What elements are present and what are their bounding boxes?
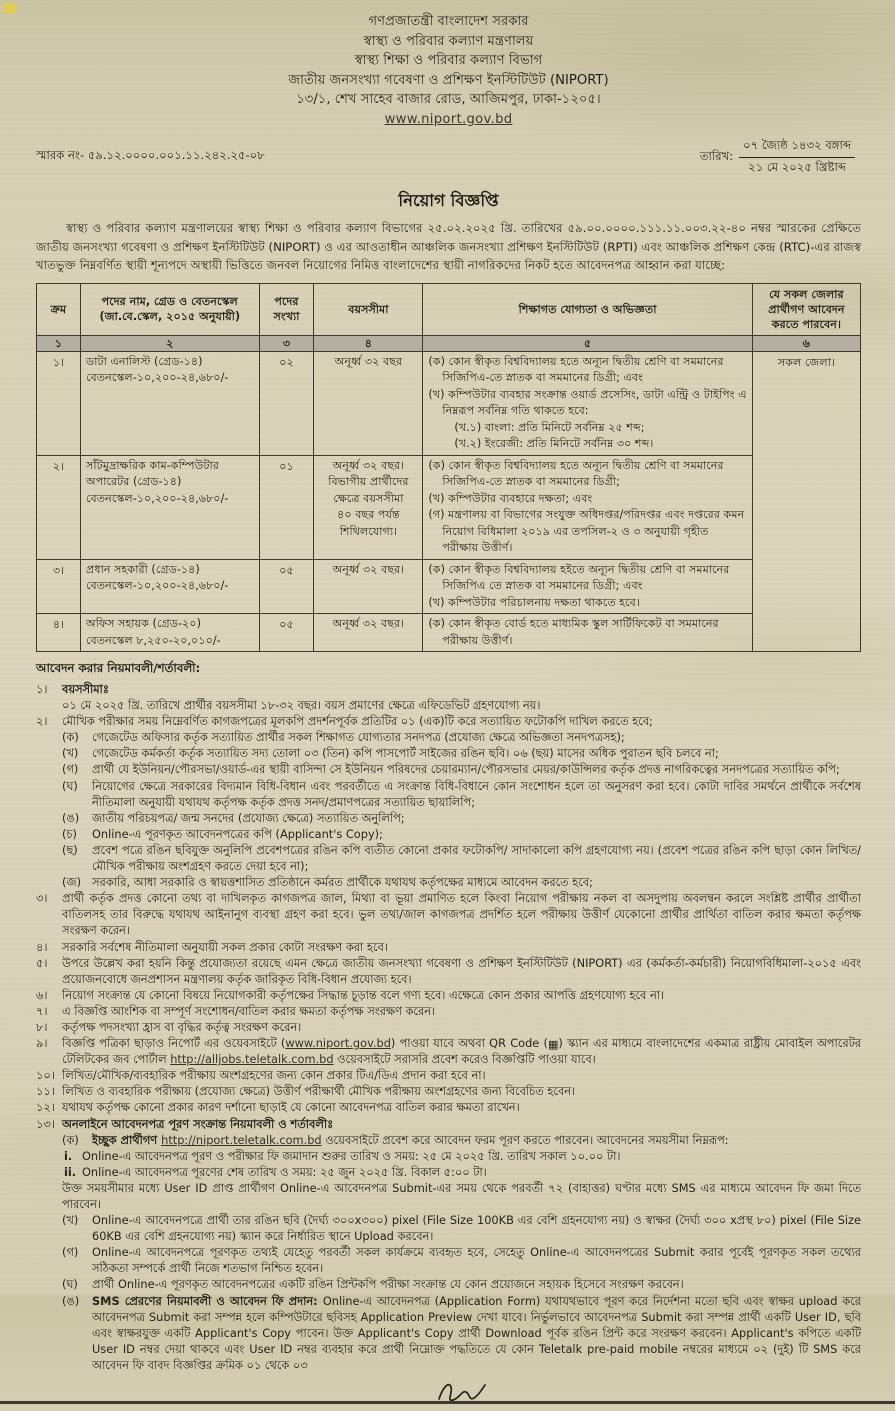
date-values	[739, 137, 855, 178]
age-cell	[314, 614, 423, 652]
post-cell	[81, 614, 260, 652]
rule-line	[36, 729, 861, 745]
rule-number: ৯।	[36, 1036, 48, 1051]
age-line: অনূর্ধ্ব ৩২ বছর।	[332, 562, 405, 576]
col-header-district: যে সকল জেলার প্রার্থীগণ আবেদন করতে পারবেন।	[752, 283, 860, 335]
date-bangla-calendar: ০৭ জ্যৈষ্ঠ ১৪৩২ বঙ্গাব্দ	[739, 137, 855, 158]
rule-line	[36, 1164, 861, 1180]
col-header-qualification: শিক্ষাগত যোগ্যতা ও অভিজ্ঞতা	[423, 283, 752, 335]
rule-sublabel: (গ)	[62, 1245, 79, 1260]
vacancy-cell: ০৫	[259, 614, 314, 652]
qualification-line: (ক) কোন স্বীকৃত বিশ্ববিদ্যালয় হতে অন্যূন দ্বিতীয় শ্রেণি বা সমমানের সিজিপিএ-তে স্নাতক বা সমমানের ডিগ্রী; এবং	[428, 354, 724, 384]
rule-number: ১৩।	[36, 1116, 55, 1131]
rule-line	[36, 826, 861, 842]
col-header-vacancies: পদের সংখ্যা	[259, 283, 314, 335]
rule-text: সরকারি সর্বশেষ নীতিমালা অনুযায়ী সকল প্রকার কোটা সংরক্ষণ করা হবে।	[62, 939, 388, 954]
col-header-serial: ক্রম	[37, 283, 81, 335]
date-block	[700, 137, 855, 178]
vacancy-cell: ০১	[259, 455, 314, 559]
rule-line	[36, 810, 861, 826]
qualification-line: (ক) কোন স্বীকৃত বোর্ড হতে মাধ্যমিক স্কুল সার্টিফিকেট বা সমমানের পরীক্ষায় উত্তীর্ণ।	[428, 617, 719, 647]
rule-text: গেজেটেড অফিসার কর্তৃক সত্যায়িত প্রার্থীর সকল শিক্ষাগত যোগ্যতার সনদপত্র (প্রযোজ্য ক্ষেত্রে অভিজ্ঞতা সনদপত্রসহ);	[92, 730, 625, 745]
col-index-1: ১	[37, 335, 81, 351]
post-line: সাঁটমুদ্রাক্ষরিক কাম-কম্পিউটার অপারেটর (গ্রেড-১৪)	[86, 458, 219, 488]
post-line: বেতনস্কেল-১০,২০০-২৪,৬৮০/-	[86, 579, 229, 592]
qualification-cell	[423, 614, 752, 652]
inline-url-text: www.niport.gov.bd	[285, 1036, 391, 1051]
qualification-line: (ক) কোন স্বীকৃত বিশ্ববিদ্যালয় হতে অন্যূন দ্বিতীয় শ্রেণি বা সমমানের সিজিপিএ-তে স্নাতক বা সমমানের ডিগ্রী;	[428, 458, 724, 488]
age-line: শিথিলযোগ্য।	[339, 524, 398, 538]
rule-text: প্রবেশ পত্রে রঙিন ছবিযুক্ত অনুলিপি প্রবেশপত্রের রঙিন কপি ব্যতীত কোনো প্রকার ফটোকপি/ সাদাকালো কপি গ্রহণযোগ্য নয়। (প্রবেশ পত্রের রঙিন কপি ছাড়া কোন লিখিত/মৌখিক পরীক্ষায় অংশগ্রহণ করতে দেয়া হবে না);	[92, 842, 861, 874]
col-index-5: ৫	[423, 335, 752, 351]
website-link: www.niport.gov.bd	[384, 111, 513, 127]
serial-cell: ৪।	[37, 614, 81, 652]
rule-text: সরকারি, আধা সরকারি ও স্বায়ত্তশাসিত প্রতিষ্ঠানে কর্মরত প্রার্থীকে যথাযথ কর্তৃপক্ষের মাধ্যমে আবেদন করতে হবে;	[92, 875, 593, 890]
rule-line	[36, 1019, 861, 1035]
memo-number: স্মারক নং- ৫৯.১২.০০০০.০০১.১১.২৪২.২৫-০৮	[36, 148, 265, 162]
emphasized-text: SMS প্রেরণের নিয়মাবলী ও আবেদন ফি প্রদান:	[92, 1293, 323, 1308]
rule-number: ৭।	[36, 1003, 48, 1018]
rule-line	[36, 842, 861, 874]
inline-url-text: http://alljobs.teletalk.com.bd	[170, 1052, 334, 1067]
table-row	[37, 614, 861, 652]
rule-sublabel: (খ)	[62, 746, 79, 761]
emphasized-text: বয়সসীমাঃ	[62, 682, 109, 696]
qualification-cell	[423, 351, 752, 455]
rule-number: ৫।	[36, 955, 48, 970]
rule-text: Online-এ আবেদনপত্র পূরণ ও পরীক্ষার ফি জমাদান শুরুর তারিখ ও সময়: ২৫ মে ২০২৫ খ্রি. তারিখ সকাল ১০.০০ টা।	[82, 1148, 621, 1163]
institute-address: ১৩/১, শেখ সাহেব বাজার রোড, আজিমপুর, ঢাকা-১২০৫।	[296, 92, 601, 107]
post-cell	[81, 559, 260, 614]
rule-line	[36, 697, 861, 713]
rules-section-title: আবেদন করার নিয়মাবলী/শর্তাবলী:	[36, 661, 201, 675]
age-line: অনূর্ধ্ব ৩২ বছর	[334, 354, 403, 368]
col-header-post: পদের নাম, গ্রেড ও বেতনস্কেল (জা.বে.স্কেল, ২০১৫ অনুযায়ী)	[81, 283, 260, 335]
qualification-line: (খ) কম্পিউটার ব্যবহার সংক্রান্ত ওয়ার্ড প্রসেসিং, ডাটা এন্ট্রি ও টাইপিং এ নিম্নরূপ সর্বনিম্ন গতি থাকতে হবে:	[428, 387, 747, 417]
rule-text: এ বিজ্ঞপ্তি আংশিক বা সম্পূর্ণ সংশোধন/বাতিল করার ক্ষমতা কর্তৃপক্ষ সংরক্ষণ করেন।	[62, 1003, 436, 1018]
rule-number: ১।	[36, 682, 48, 696]
post-line: অফিস সহায়ক (গ্রেড-২০)	[86, 617, 201, 630]
serial-cell: ১।	[37, 351, 81, 455]
rule-line	[36, 874, 861, 890]
date-label: তারিখ:	[699, 149, 734, 163]
division-name: স্বাস্থ্য শিক্ষা ও পরিবার কল্যাণ বিভাগ	[354, 53, 543, 68]
rule-text: SMS প্রেরণের নিয়মাবলী ও আবেদন ফি প্রদান: Online-এ আবেদনপত্র (Application Form) যথাযথভাবে পূরণ করে নির্দেশনা মতো ছবি এবং স্বাক্ষর upload করে আবেদনপত্র Submit করা সম্পন্ন হলে কম্পিউটারে ছবিসহ Application Preview দেখা যাবে। নির্ভুলভাবে আবেদনপত্র Submit করা সম্পন্ন প্রার্থী একটি User ID, ছবি এবং স্বাক্ষরযুক্ত একটি Applicant's Copy পাবেন। উক্ত Applicant's Copy প্রার্থী Download পূর্বক রঙিন প্রিন্ট করে সংরক্ষণ করবেন। Applicant's কপিতে একটি User ID নম্বর দেয়া থাকবে এবং User ID নম্বর ব্যবহার করে প্রার্থী নিম্নোক্ত পদ্ধতিতে যে কোন Teletalk pre-paid mobile নম্বরের মাধ্যমে ০২ (দুই) টি SMS করে আবেদন ফি বাবদ বিজ্ঞপ্তির ক্রমিক ০১ থেকে ০৩	[92, 1293, 862, 1372]
qualification-cell	[423, 455, 752, 559]
post-line: বেতনস্কেল ৮,২৫০-২০,০১০/-	[86, 633, 221, 647]
rule-text: নিয়োগের ক্ষেত্রে সরকারের বিদ্যমান বিধি-বিধান এবং পরবর্তীতে এ সংক্রান্ত বিধি-বিধানে কোন সংশোধন হলে তা অনুসরণ করা হবে। কোটা দাবির সমর্থনে প্রার্থীকে সর্বশেষ নীতিমালা অনুযায়ী যথাযথ কর্তৃপক্ষ কর্তৃক প্রদত্ত সনদ/প্রমাণপত্রের সত্যায়িত ছায়ালিপি;	[92, 778, 861, 809]
table-header-row	[37, 283, 861, 335]
rule-line	[36, 745, 861, 761]
rule-text: প্রার্থী Online-এ পূরণকৃত আবেদনপত্রের একটি রঙিন প্রিন্টকপি পরীক্ষা সংক্রান্ত যে কোন প্রয়োজনে সহায়ক হিসেবে সংরক্ষণ করবেন।	[92, 1277, 684, 1292]
post-line: বেতনস্কেল-১০,২০০-২৪,৬৮০/-	[86, 491, 229, 505]
rule-text: Online-এ পূরণকৃত আবেদনপত্রের কপি (Applicant's Copy);	[92, 826, 383, 841]
qualification-line: (খ) কম্পিউটার ব্যবহারে দক্ষতা; এবং	[428, 491, 593, 505]
rule-sublabel: (ঘ)	[62, 1277, 78, 1292]
rule-line	[36, 1067, 861, 1083]
rule-line	[36, 987, 861, 1003]
qualification-cell	[423, 559, 752, 614]
memo-date-row	[36, 137, 861, 178]
rule-text: যথাযথ কর্তৃপক্ষ কোনো প্রকার কারণ দর্শানো ছাড়াই যে কোনো আবেদনপত্র বাতিল করার ক্ষমতা রাখেন।	[62, 1100, 520, 1115]
ministry-name: স্বাস্থ্য ও পরিবার কল্যাণ মন্ত্রণালয়	[363, 33, 534, 49]
rule-sublabel: (ঘ)	[62, 778, 78, 793]
scan-artifact-icon	[3, 3, 16, 14]
rule-sublabel: (গ)	[62, 762, 79, 777]
age-line: ক্ষেত্রে বয়সসীমা	[333, 491, 404, 505]
rule-line	[36, 1244, 861, 1276]
rule-text: নিয়োগ সংক্রান্ত যে কোনো বিষয়ে নিয়োগকারী কর্তৃপক্ষের সিদ্ধান্ত চূড়ান্ত বলে গণ্য হবে। এক্ষেত্রে কোন প্রকার আপত্তি গ্রহণযোগ্য হবে না।	[62, 987, 665, 1002]
letterhead	[36, 12, 861, 129]
rule-text: Online-এ আবেদনপত্রে প্রার্থী তার রঙিন ছবি (দৈর্ঘ্য ৩০০x৩০০) pixel (File Size 100KB এর বেশি গ্রহনযোগ্য নয়) ও স্বাক্ষর (দৈর্ঘ্য ৩০০ xপ্রস্থ ৮০) pixel (File Size 60KB এর বেশি গ্রহনযোগ্য নয়) স্ক্যান করে নির্ধারিত স্থানে Upload করবেন।	[92, 1213, 861, 1244]
rule-line	[36, 1180, 861, 1212]
rule-text: জাতীয় পরিচয়পত্র/ জন্ম সনদের (প্রযোজ্য ক্ষেত্রে) সত্যায়িত অনুলিপি;	[92, 810, 405, 825]
vacancy-cell: ০২	[259, 351, 314, 455]
rule-sublabel: i.	[64, 1148, 73, 1163]
table-row	[37, 351, 861, 455]
rule-text: বিজ্ঞপ্তি পত্রিকা ছাড়াও নিপোর্ট এর ওয়েবসাইটে (www.niport.gov.bd) পাওয়া যাবে অথবা QR Code (▦) স্ক্যান এর মাধ্যমে বাংলাদেশের একমাত্র রাষ্ট্রীয় মোবাইল অপারেটর টেলিটকের জব পোর্টাল http://alljobs.teletalk.com.bd ওয়েবসাইটে সরাসরি প্রবেশ করেও বিজ্ঞপ্তিটি পাওয়া যাবে।	[62, 1036, 861, 1067]
page-bottom-edge	[0, 1401, 895, 1404]
rule-number: ১১।	[36, 1084, 55, 1099]
qualification-line: (খ.১) বাংলা: প্রতি মিনিটে সর্বনিম্ন ২৫ শব্দ;	[454, 420, 645, 434]
age-line: অনূর্ধ্ব ৩২ বছর।	[332, 458, 405, 472]
post-line: প্রধান সহকারী (গ্রেড-১৪)	[86, 562, 200, 576]
rule-text: উপরে উল্লেখ করা হয়নি কিন্তু প্রযোজ্যতা রয়েছে এমন ক্ষেত্রে জাতীয় জনসংখ্যা গবেষণা ও প্রশিক্ষণ ইনস্টিটিউট (NIPORT) এর (কর্মকর্তা-কর্মচারী) নিয়োগবিধিমালা-২০১৫ এবং প্রয়োজনবোধে জনপ্রশাসন মন্ত্রণালয় কর্তৃক জারিকৃত বিধি-বিধান প্রযোজ্য হবে।	[62, 955, 861, 986]
age-cell	[314, 455, 423, 559]
institute-name: জাতীয় জনসংখ্যা গবেষণা ও প্রশিক্ষণ ইনস্টিটিউট (NIPORT)	[288, 72, 609, 88]
rule-number: ৮।	[36, 1019, 48, 1034]
rule-number: ২।	[36, 714, 48, 729]
posts-table-body	[37, 351, 861, 652]
rule-sublabel: (ক)	[62, 1132, 79, 1147]
post-line: ডাটা এনালিস্ট (গ্রেড-১৪)	[86, 354, 203, 368]
rule-line	[36, 1003, 861, 1019]
rule-sublabel: (ক)	[62, 730, 79, 745]
qr-code-icon: ▦	[547, 1038, 559, 1052]
rule-line	[36, 761, 861, 777]
rule-line	[36, 1276, 861, 1292]
rule-text: গেজেটেড কর্মকর্তা কর্তৃক সত্যায়িত সদ্য তোলা ০৩ (তিন) কপি পাসপোর্ট সাইজের রঙিন ছবি। ০৬ (ছয়) মাসের অধিক পুরাতন ছবি চলবে না;	[92, 746, 719, 761]
emphasized-text: ইচ্ছুক প্রার্থীগণ	[92, 1132, 162, 1147]
rule-line	[36, 713, 861, 729]
vacancy-cell: ০৫	[259, 559, 314, 614]
post-line: বেতনস্কেল-১০,২০০-২৪,৬৮০/-	[86, 371, 229, 384]
rule-text: ০১ মে ২০২৫ খ্রি. তারিখে প্রার্থীর বয়সসীমা ১৮-৩২ বছর। বয়স প্রমাণের ক্ষেত্রে এফিডেভিট গ্রহণযোগ্য নয়।	[62, 698, 541, 713]
qualification-line: (ক) কোন স্বীকৃত বিশ্ববিদ্যালয় হইতে অন্যূন দ্বিতীয় শ্রেণি বা সমমানের সিজিপিএ তে স্নাতক বা সমমানের ডিগ্রী; এবং	[428, 562, 730, 592]
rule-line	[36, 1099, 861, 1115]
col-index-2: ২	[81, 335, 260, 351]
posts-table	[36, 283, 861, 653]
rule-text: Online-এ আবেদনপত্রে পূরণকৃত তথ্যই যেহেতু পরবর্তী সকল কার্যক্রমে ব্যবহৃত হবে, সেহেতু Online-এ আবেদনপত্রের Submit করার পূর্বেই পূরণকৃত সকল তথ্যের সঠিকতা সম্পর্কে প্রার্থী নিজে শতভাগ নিশ্চিত হবেন।	[92, 1245, 861, 1276]
page-title: নিয়োগ বিজ্ঞপ্তি	[398, 191, 499, 210]
rule-sublabel: (ঙ)	[62, 1293, 80, 1308]
post-cell	[81, 351, 260, 455]
rule-line	[36, 1132, 861, 1148]
rule-line	[36, 1035, 861, 1067]
col-index-3: ৩	[259, 335, 314, 351]
rule-sublabel: (ঙ)	[62, 810, 80, 825]
age-line: ৪০ বছর পর্যন্ত	[337, 508, 400, 521]
rule-line	[36, 1148, 861, 1164]
rule-line	[36, 1293, 861, 1373]
district-cell: সকল জেলা।	[752, 351, 860, 652]
qualification-line: (খ) কম্পিউটার পরিচালনায় দক্ষতা থাকতে হবে।	[428, 595, 640, 609]
rule-line	[36, 1116, 861, 1132]
rule-sublabel: (জ)	[62, 875, 82, 890]
column-index-row	[37, 335, 861, 351]
rule-number: ৪।	[36, 939, 48, 954]
date-gregorian-calendar: ২১ মে ২০২৫ খ্রিষ্টাব্দ	[748, 160, 846, 174]
rule-line	[36, 1083, 861, 1099]
rule-text: প্রার্থী কর্তৃক প্রদত্ত কোনো তথ্য বা দাখিলকৃত কাগজপত্র জাল, মিথ্যা বা ভূয়া প্রমাণিত হলে কিংবা নিয়োগ পরীক্ষায় নকল বা অসদুপায় অবলম্বন করলে সংশ্লিষ্ট প্রার্থীর প্রার্থীতা বাতিলসহ তার বিরুদ্ধে যথাযথ আইনানুগ ব্যবস্থা গ্রহণ করা হবে। ভুল তথ্য/জাল কাগজপত্র প্রদর্শিত হলে পরীক্ষায় উত্তীর্ণ যেকোনো প্রার্থীর প্রার্থিতা বাতিল করার ক্ষমতা কর্তৃপক্ষ সংরক্ষণ করেন।	[62, 891, 861, 938]
rule-line	[36, 681, 861, 697]
intro-paragraph: স্বাস্থ্য ও পরিবার কল্যাণ মন্ত্রণালয়ের স্বাস্থ্য শিক্ষা ও পরিবার কল্যাণ বিভাগের ২৫.০২.২০২৫ খ্রি. তারিখের ৫৯.০০.০০০০.১১১.১১.০০৩.২২-৪০ নম্বর স্মারকের প্রেক্ষিতে জাতীয় জনসংখ্যা গবেষণা ও প্রশিক্ষণ ইনস্টিটিউট (NIPORT) ও এর আওতাধীন আঞ্চলিক জনসংখ্যা প্রশিক্ষণ ইনস্টিটিউট (RPTI) এবং আঞ্চলিক প্রশিক্ষণ কেন্দ্র (RTC)-এর রাজস্ব খাতভুক্ত নিম্নবর্ণিত স্থায়ী শূন্যপদে অস্থায়ী ভিত্তিতে জনবল নিয়োগের নিমিত্ত বাংলাদেশের স্থায়ী নাগরিকদের নিকট হতে আবেদনপত্র আহ্বান করা যাচ্ছে:	[36, 221, 861, 272]
age-cell	[314, 351, 423, 455]
serial-cell: ২।	[37, 455, 81, 559]
rule-text: মৌখিক পরীক্ষার সময় নিম্নেবর্ণিত কাগজপত্রের মূলকপি প্রদর্শনপূর্বক প্রতিটির ০১ (এক)টি করে সত্যায়িত ফটোকপি দাখিল করতে হবে;	[62, 714, 653, 729]
rule-text: প্রার্থী যে ইউনিয়ন/পৌরসভা/ওয়ার্ড-এর স্থায়ী বাসিন্দা সে ইউনিয়ন পরিষদের চেয়ারম্যান/পৌরসভার মেয়র/কাউন্সিলর কর্তৃক প্রদত্ত নাগরিকত্বের সনদপত্রের সত্যায়িত কপি;	[92, 762, 840, 777]
rule-number: ৩।	[36, 891, 48, 906]
col-index-6: ৬	[752, 335, 860, 351]
rule-text: কর্তৃপক্ষ পদসংখ্যা হ্রাস বা বৃদ্ধির কর্তৃত্ব সংরক্ষণ করেন।	[62, 1019, 302, 1034]
emphasized-text: অনলাইনে আবেদনপত্র পূরণ সংক্রান্ত নিয়মাবলী ও শর্তাবলীঃ	[62, 1116, 334, 1131]
qualification-line: (গ) মন্ত্রণালয় বা বিভাগের সংযুক্ত অধিদপ্তর/পরিদপ্তর এবং দপ্তরের কমন নিয়োগ বিধিমালা ২০১৯ এর তপসিল-২ ও ৩ অনুযায়ী গৃহীত পরীক্ষায় উত্তীর্ণ।	[428, 508, 745, 554]
government-name: গণপ্রজাতন্ত্রী বাংলাদেশ সরকার	[368, 14, 529, 29]
inline-url-text: http://niport.teletalk.com.bd	[161, 1132, 322, 1147]
table-row	[37, 559, 861, 614]
rule-text: ইচ্ছুক প্রার্থীগণ http://niport.teletalk.com.bd ওয়েবসাইটে প্রবেশ করে আবেদন ফরম পূরণ করতে পারবেন। আবেদনের সময়সীমা নিম্নরূপ:	[92, 1132, 729, 1147]
rule-sublabel: (ছ)	[62, 842, 78, 857]
rule-text: লিখিত ও ব্যবহারিক পরীক্ষায় (প্রযোজ্য ক্ষেত্রে) উত্তীর্ণ পরীক্ষার্থী মৌখিক পরীক্ষায় অংশগ্রহণের জন্য বিবেচিত হবেন।	[62, 1084, 576, 1099]
rule-sublabel: (খ)	[62, 1213, 79, 1228]
rule-text	[62, 682, 109, 696]
rule-text	[62, 1117, 333, 1131]
post-cell	[81, 455, 260, 559]
table-row	[37, 455, 861, 559]
rule-line	[36, 939, 861, 955]
rule-text: লিখিত/মৌখিক/ব্যবহারিক পরীক্ষায় অংশগ্রহণের জন্য কোন প্রকার টিএ/ডিএ প্রদান করা হবে না।	[62, 1068, 486, 1083]
rule-number: ৬।	[36, 987, 48, 1002]
rule-line	[36, 1212, 861, 1244]
col-index-4: ৪	[314, 335, 423, 351]
rule-sublabel: ii.	[64, 1164, 77, 1179]
rule-text: উক্ত সময়সীমার মধ্যে User ID প্রাপ্ত প্রার্থীগণ Online-এ আবেদনপত্র Submit-এর সময় থেকে পরবর্তী ৭২ (বাহাত্তর) ঘণ্টার মধ্যে SMS এর মাধ্যমে আবেদন ফি জমা দিতে পারবেন।	[62, 1180, 861, 1211]
age-line: বিভাগীয় প্রার্থীদের	[328, 475, 409, 488]
age-line: অনূর্ধ্ব ৩২ বছর।	[332, 617, 405, 630]
rule-line	[36, 955, 861, 987]
rule-text: Online-এ আবেদনপত্র পূরণের শেষ তারিখ ও সময়: ২৫ জুন ২০২৫ খ্রি. বিকাল ৫:০০ টা।	[82, 1164, 487, 1179]
serial-cell: ৩।	[37, 559, 81, 614]
col-header-age: বয়সসীমা	[314, 283, 423, 335]
rules-list	[36, 681, 861, 1373]
qualification-line: (খ.২) ইংরেজী: প্রতি মিনিটে সর্বনিম্ন ৩০ শব্দ।	[454, 437, 654, 450]
rule-line	[36, 778, 861, 810]
rule-sublabel: (চ)	[62, 826, 77, 841]
rule-number: ১২।	[36, 1100, 55, 1115]
rule-line	[36, 890, 861, 938]
age-cell	[314, 559, 423, 614]
rule-number: ১০।	[36, 1068, 55, 1083]
